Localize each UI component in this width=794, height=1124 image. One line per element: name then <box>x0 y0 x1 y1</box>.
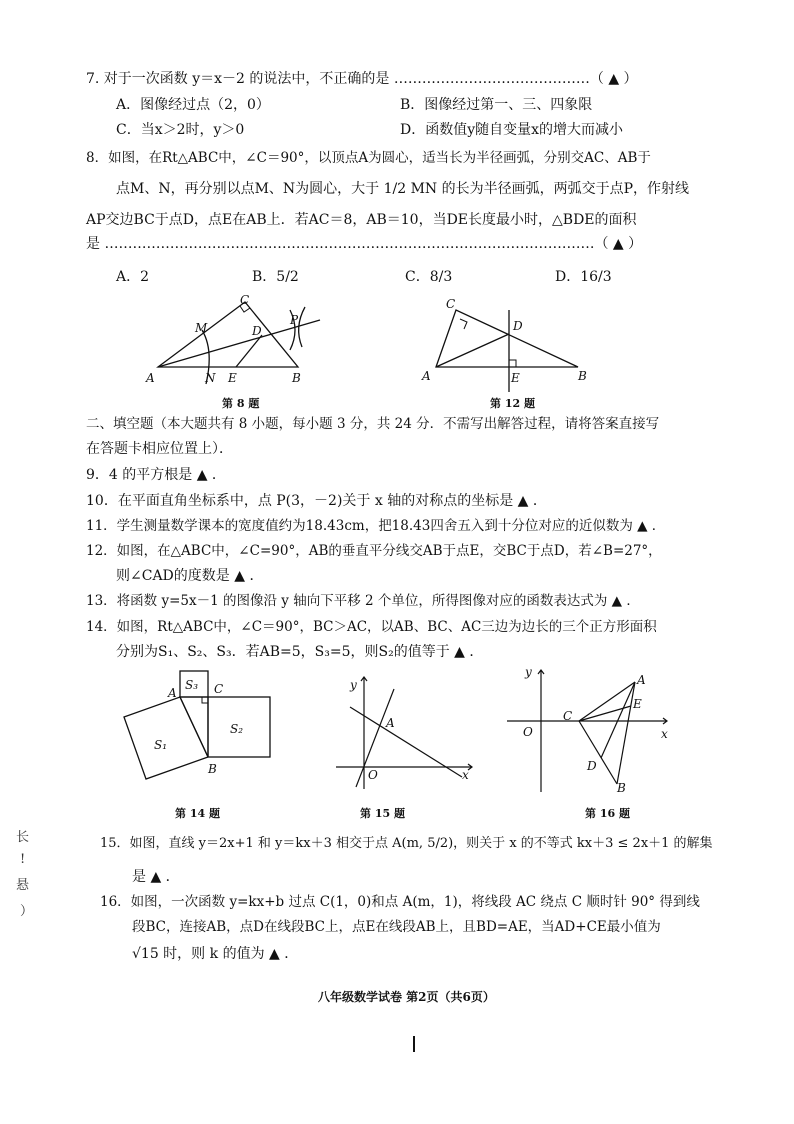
fig15-label-a: A <box>386 716 395 730</box>
ray-ap <box>158 320 320 367</box>
fig16-label-o: O <box>523 725 533 739</box>
fig12-caption: 第 12 题 <box>490 397 535 410</box>
fig12-label-a: A <box>422 369 431 383</box>
q11: 11．学生测量数学课本的宽度值约为18.43cm，把18.43四舍五入到十分位对应的近似数为 ▲ ． <box>86 518 666 534</box>
fig16-label-c: C <box>563 709 573 723</box>
figure-15 <box>330 665 480 795</box>
fig16-label-y: y <box>525 665 532 679</box>
q16-line1: 16．如图，一次函数 y=kx+b 过点 C(1，0)和点 A(m，1)，将线段 AC 绕点 C 顺时针 90° 得到线 <box>100 894 700 910</box>
fig8-label-c: C <box>240 293 250 307</box>
triangle-abc <box>158 302 298 367</box>
q16-line3: √15 时，则 k 的值为 ▲ ． <box>132 946 299 962</box>
margin-char-4: ） <box>20 904 34 919</box>
q10: 10．在平面直角坐标系中，点 P(3，－2)关于 x 轴的对称点的坐标是 ▲ ． <box>86 493 547 509</box>
q7-option-c: C．当x＞2时，y＞0 <box>116 122 245 138</box>
q7-stem: 7. 对于一次函数 y＝x－2 的说法中，不正确的是 ……………………………………（ ▲ ） <box>86 71 638 87</box>
segment-cb <box>579 721 617 784</box>
fig8-label-e: E <box>228 371 237 385</box>
fig16-caption: 第 16 题 <box>585 807 630 820</box>
q14-line1: 14．如图，Rt△ABC中，∠C＝90°，BC＞AC，以AB、BC、AC三边为边长的三个正方形面积 <box>86 619 657 635</box>
q16-line2: 段BC，连接AB，点D在线段BC上，点E在线段AB上，且BD=AE，当AD+CE最小值为 <box>132 919 661 935</box>
q8-line4: 是 ……………………………………………………………………………………………（ ▲ ） <box>86 236 643 252</box>
fig8-label-p: P <box>290 313 299 327</box>
fig16-label-a: A <box>637 673 646 687</box>
margin-char-2: ! <box>20 852 26 867</box>
fig15-label-x: x <box>462 768 469 782</box>
figure-14 <box>110 665 280 795</box>
section2-line2: 在答题卡相应位置上）． <box>86 441 233 457</box>
fig8-caption: 第 8 题 <box>222 397 260 410</box>
fig16-label-e: E <box>633 697 642 711</box>
fig14-label-s3: S₃ <box>185 678 199 692</box>
fig12-label-b: B <box>578 369 587 383</box>
q8-option-b: B．5/2 <box>252 269 299 285</box>
segment-ce <box>579 706 631 721</box>
section2-line1: 二、填空题（本大题共有 8 小题，每小题 3 分，共 24 分．不需写出解答过程，请将答案直接写 <box>86 416 660 432</box>
margin-char-3: 悬 <box>16 878 30 893</box>
fig12-label-e: E <box>511 371 520 385</box>
q8-option-d: D．16/3 <box>555 269 612 285</box>
fig15-label-o: O <box>368 768 378 782</box>
q8-line2: 点M、N，再分别以点M、N为圆心，大于 1/2 MN 的长为半径画弧，两弧交于点P，作射线 <box>116 181 690 197</box>
q7-option-d: D．函数值y随自变量x的增大而减小 <box>400 122 624 138</box>
page-footer: 八年级数学试卷 第2页（共6页） <box>318 990 495 1004</box>
margin-char-1: 长 <box>16 830 30 845</box>
triangle-abc <box>436 310 578 367</box>
q8-line1: 8．如图，在Rt△ABC中，∠C＝90°，以顶点A为圆心，适当长为半径画弧，分别交AC、AB于 <box>86 150 651 166</box>
fig8-label-b: B <box>292 371 301 385</box>
fig16-label-x: x <box>661 727 668 741</box>
fig14-label-c: C <box>214 682 224 696</box>
q12-line2: 则∠CAD的度数是 ▲ ． <box>116 568 264 584</box>
segment-ad <box>436 334 509 367</box>
fig8-label-m: M <box>195 321 208 335</box>
fig14-label-a: A <box>168 686 177 700</box>
bottom-mark <box>413 1036 415 1052</box>
fig14-caption: 第 14 题 <box>175 807 220 820</box>
q15-line2: 是 ▲ ． <box>132 869 180 885</box>
q7-option-a: A．图像经过点（2，0） <box>116 97 270 113</box>
figure-8 <box>140 292 340 392</box>
fig14-label-s2: S₂ <box>230 722 244 736</box>
fig8-label-n: N <box>205 371 216 385</box>
fig14-label-s1: S₁ <box>154 738 168 752</box>
fig15-label-y: y <box>350 678 357 692</box>
fig15-caption: 第 15 题 <box>360 807 405 820</box>
q8-option-c: C．8/3 <box>405 269 453 285</box>
fig8-label-a: A <box>146 371 155 385</box>
fig12-label-d: D <box>513 319 523 333</box>
q15-line1: 15．如图，直线 y＝2x+1 和 y＝kx＋3 相交于点 A(m, 5/2)，则关于 x 的不等式 kx＋3 ≤ 2x＋1 的解集 <box>100 836 713 851</box>
fig8-label-d: D <box>252 324 262 338</box>
segment-de <box>236 335 262 367</box>
figure-12 <box>418 292 598 392</box>
q9: 9．4 的平方根是 ▲ ． <box>86 467 226 483</box>
q12-line1: 12．如图，在△ABC中，∠C=90°，AB的垂直平分线交AB于点E，交BC于点D，若∠B=27°， <box>86 543 662 559</box>
figure-16 <box>505 662 680 797</box>
q7-option-b: B．图像经过第一、三、四象限 <box>400 97 593 113</box>
q13: 13．将函数 y=5x－1 的图像沿 y 轴向下平移 2 个单位，所得图像对应的函数表达式为 ▲ ． <box>86 593 640 609</box>
fig16-label-b: B <box>617 781 626 795</box>
q8-line3: AP交边BC于点D，点E在AB上．若AC＝8，AB＝10，当DE长度最小时，△BDE的面积 <box>86 212 637 228</box>
q8-option-a: A．2 <box>116 269 150 285</box>
q14-line2: 分别为S₁、S₂、S₃．若AB=5，S₃=5，则S₂的值等于 ▲ ． <box>116 644 484 660</box>
fig14-label-b: B <box>208 762 217 776</box>
fig12-label-c: C <box>446 297 456 311</box>
arc-p2 <box>299 307 305 347</box>
fig16-label-d: D <box>587 759 597 773</box>
